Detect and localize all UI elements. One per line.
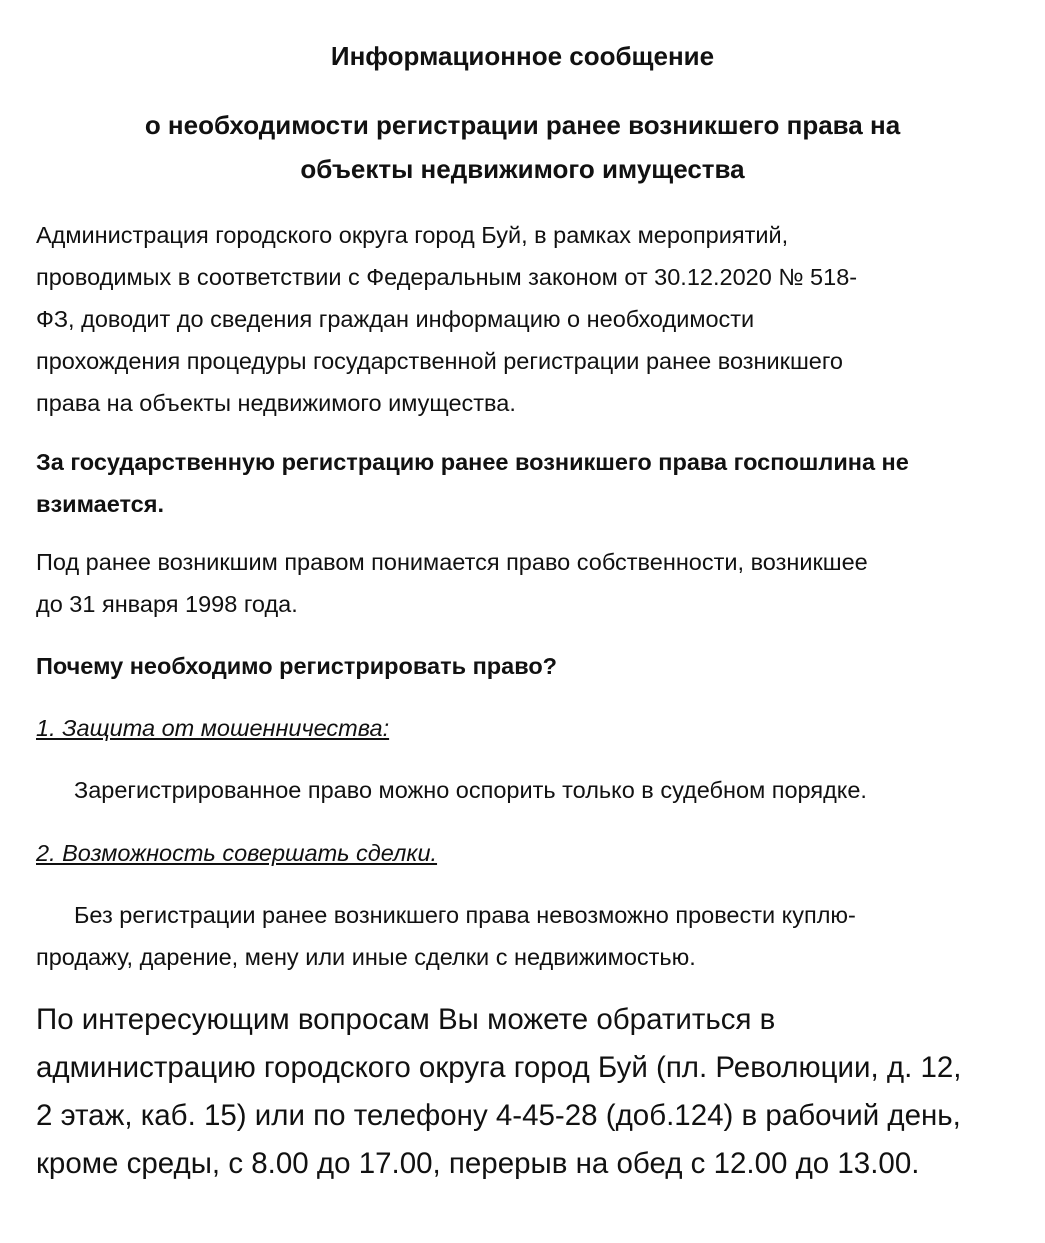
- definition-line: Под ранее возникшим правом понимается право собственности, возникшее: [36, 549, 868, 575]
- definition-paragraph: [36, 541, 996, 625]
- intro-paragraph: [36, 214, 996, 424]
- reason-2-line: продажу, дарение, мену или иные сделки с недвижимостью.: [36, 944, 696, 970]
- contact-line: администрацию городского округа город Буй (пл. Революции, д. 12,: [36, 1051, 962, 1084]
- why-heading: Почему необходимо регистрировать право?: [36, 653, 558, 679]
- reason-2-line: Без регистрации ранее возникшего права невозможно провести куплю-: [74, 902, 856, 928]
- intro-line: Администрация городского округа город Буй, в рамках мероприятий,: [36, 222, 789, 248]
- reason-2-text: [36, 894, 996, 978]
- contact-line: 2 этаж, каб. 15) или по телефону 4-45-28 (доб.124) в рабочий день,: [36, 1099, 961, 1132]
- fee-notice-line: За государственную регистрацию ранее возникшего права госпошлина не: [36, 449, 909, 475]
- fee-notice-line: взимается.: [36, 491, 164, 517]
- intro-line: прохождения процедуры государственной регистрации ранее возникшего: [36, 348, 843, 374]
- contact-line: По интересующим вопросам Вы можете обратиться в: [36, 1003, 776, 1036]
- intro-line: права на объекты недвижимого имущества.: [36, 390, 516, 416]
- intro-line: проводимых в соответствии с Федеральным законом от 30.12.2020 № 518-: [36, 264, 858, 290]
- reason-2-heading: 2. Возможность совершать сделки.: [36, 840, 438, 866]
- definition-line: до 31 января 1998 года.: [36, 591, 298, 617]
- contact-line: кроме среды, с 8.00 до 17.00, перерыв на обед с 12.00 до 13.00.: [36, 1147, 920, 1180]
- reason-1-text: Зарегистрированное право можно оспорить только в судебном порядке.: [74, 777, 867, 803]
- document-subtitle-line-1: о необходимости регистрации ранее возникшего права на: [144, 110, 901, 140]
- document-subtitle-line-2: объекты недвижимого имущества: [300, 154, 745, 184]
- document-title: Информационное сообщение: [330, 41, 715, 71]
- reason-1-heading: 1. Защита от мошенничества:: [36, 715, 390, 741]
- fee-notice: [36, 441, 996, 525]
- contact-paragraph: [36, 996, 1026, 1188]
- intro-line: ФЗ, доводит до сведения граждан информацию о необходимости: [36, 306, 755, 332]
